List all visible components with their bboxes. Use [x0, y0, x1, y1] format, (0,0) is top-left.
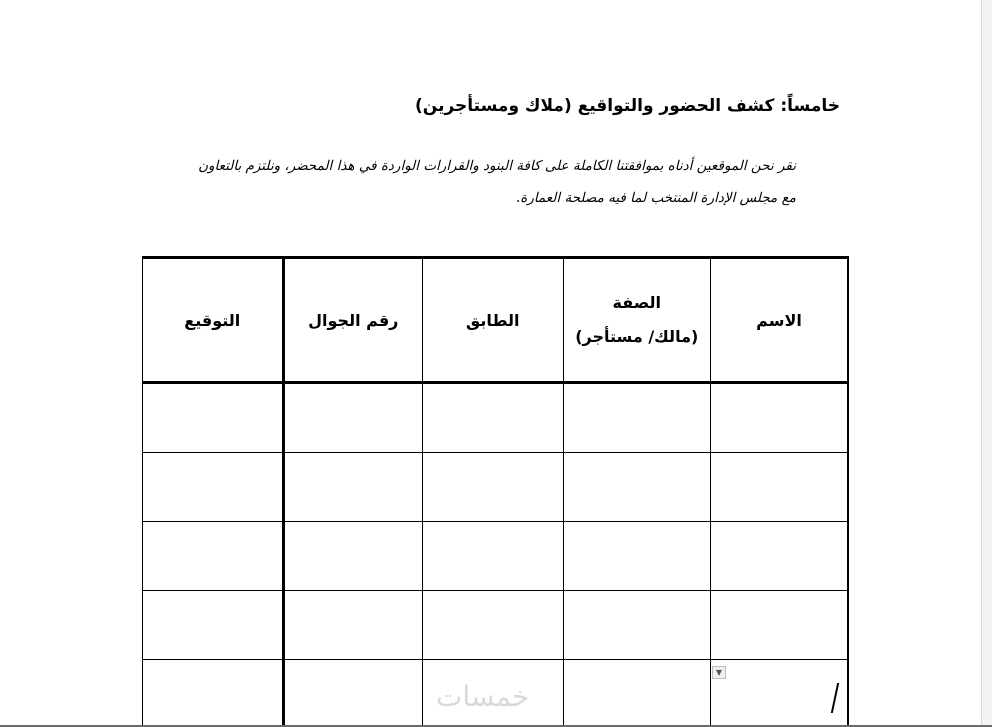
header-role-title: الصفة — [612, 293, 661, 312]
table-row — [143, 453, 849, 522]
paragraph-line-1: نقر نحن الموقعين أدناه بموافقتنا الكاملة على كافة البنود والقرارات الواردة في هذا المحضر، ونلتزم بالتعاون — [198, 158, 796, 174]
cell-role[interactable] — [563, 660, 711, 727]
header-signature: التوقيع — [143, 258, 284, 383]
header-role — [563, 258, 711, 383]
cell-phone[interactable] — [283, 522, 422, 591]
cell-signature[interactable] — [143, 383, 284, 453]
cell-phone[interactable] — [283, 591, 422, 660]
cell-signature[interactable] — [143, 591, 284, 660]
header-floor: الطابق — [423, 258, 563, 383]
paragraph-line-2: مع مجلس الإدارة المنتخب لما فيه مصلحة العمارة. — [515, 190, 796, 206]
cell-name[interactable] — [711, 383, 848, 453]
section-heading: خامساً: كشف الحضور والتواقيع (ملاك ومستأجرين) — [415, 96, 840, 116]
cell-role[interactable] — [563, 591, 711, 660]
attendance-table — [142, 256, 849, 726]
table-row — [143, 591, 849, 660]
cell-role[interactable] — [563, 383, 711, 453]
cell-name[interactable] — [711, 522, 848, 591]
cell-name[interactable] — [711, 453, 848, 522]
cell-role[interactable] — [563, 522, 711, 591]
table-header-row — [143, 258, 849, 383]
cell-floor[interactable] — [423, 383, 563, 453]
table-row — [143, 522, 849, 591]
header-name: الاسم — [711, 258, 848, 383]
cell-floor[interactable] — [423, 522, 563, 591]
declaration-paragraph — [136, 150, 796, 214]
cell-signature[interactable] — [143, 453, 284, 522]
page-margin — [981, 0, 992, 727]
cell-floor[interactable] — [423, 453, 563, 522]
table-row — [143, 383, 849, 453]
cell-signature[interactable] — [143, 522, 284, 591]
cell-floor[interactable] — [423, 591, 563, 660]
dropdown-arrow-icon[interactable]: ▼ — [712, 666, 726, 679]
cell-signature[interactable] — [143, 660, 284, 727]
cell-phone[interactable] — [283, 453, 422, 522]
watermark-logo: خمسات — [436, 680, 530, 713]
cell-name[interactable] — [711, 660, 848, 727]
header-phone: رقم الجوال — [283, 258, 422, 383]
cell-name[interactable] — [711, 591, 848, 660]
cell-role[interactable] — [563, 453, 711, 522]
cell-phone[interactable] — [283, 660, 422, 727]
cell-phone[interactable] — [283, 383, 422, 453]
header-role-options: (مالك/ مستأجر) — [575, 327, 699, 346]
